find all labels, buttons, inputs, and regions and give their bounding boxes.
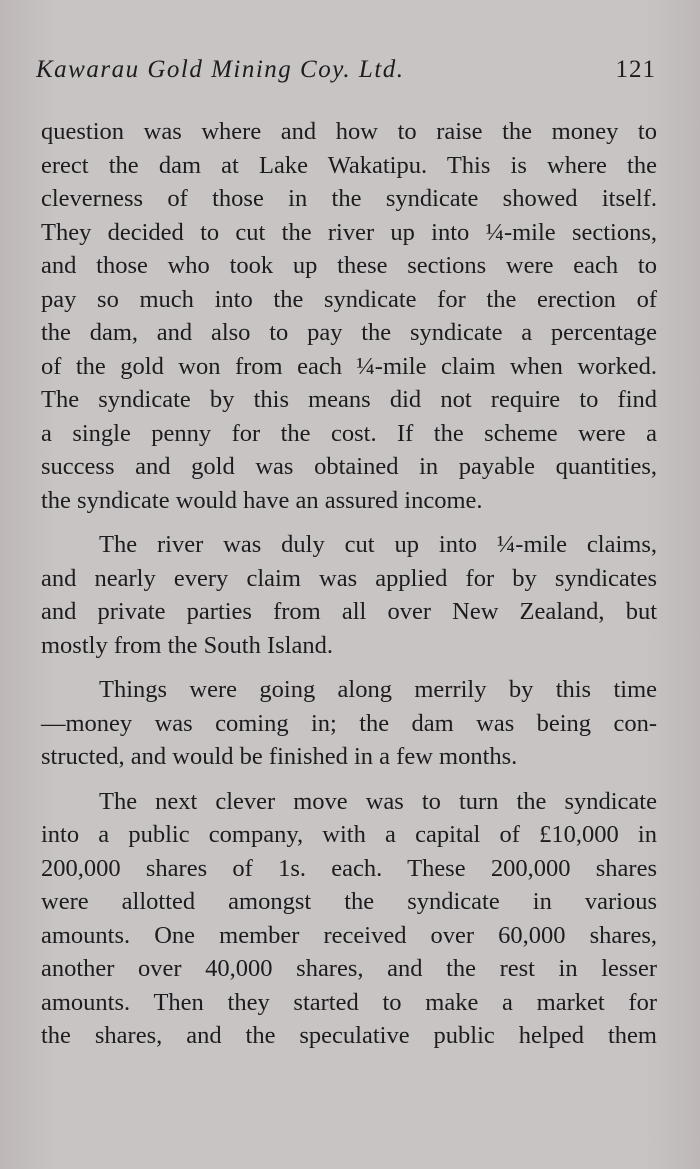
text-line: were allotted amongst the syndicate in various [41,888,657,915]
text-line: the shares, and the speculative public helped them [41,1022,657,1049]
text-line: They decided to cut the river up into ¼-mile sections, [41,218,657,246]
text-line: The syndicate by this means did not require to find [41,386,657,413]
text-line: cleverness of those in the syndicate showed itself. [41,185,657,212]
text-line: into a public company, with a capital of £10,000 in [41,821,657,848]
paragraph-gap [41,517,657,528]
body-text [41,115,657,1053]
running-head [36,56,656,92]
text-line: success and gold was obtained in payable quantities, [41,453,657,480]
text-line: and nearly every claim was applied for by syndicates [41,564,657,592]
text-line: —money was coming in; the dam was being con- [41,709,657,737]
text-line: and private parties from all over New Zealand, but [41,598,657,625]
paragraph-2 [41,528,657,662]
text-line: question was where and how to raise the money to [41,118,657,145]
text-line: erect the dam at Lake Wakatipu. This is where the [41,151,657,179]
paragraph-gap [41,774,657,785]
text-line: Things were going along merrily by this time [99,676,657,703]
text-line: the dam, and also to pay the syndicate a percentage [41,319,657,346]
running-title: Kawarau Gold Mining Coy. Ltd. [36,56,405,83]
text-line: The river was duly cut up into ¼-mile claims, [99,531,657,558]
text-line: amounts. Then they started to make a market for [41,988,657,1016]
paragraph-4 [41,785,657,1053]
text-line: of the gold won from each ¼-mile claim when worked. [41,352,657,380]
text-line: a single penny for the cost. If the scheme were a [41,419,657,447]
text-line: another over 40,000 shares, and the rest in lesser [41,955,657,982]
text-line: mostly from the South Island. [41,631,333,659]
text-line: amounts. One member received over 60,000 shares, [41,921,657,949]
paragraph-3 [41,673,657,774]
text-line: and those who took up these sections were each to [41,252,657,279]
page-number: 121 [615,56,656,83]
text-line: pay so much into the syndicate for the erection of [41,285,657,313]
text-line: structed, and would be finished in a few months. [41,743,518,770]
text-line: 200,000 shares of 1s. each. These 200,000 shares [41,854,657,882]
paragraph-1 [41,115,657,517]
text-line: The next clever move was to turn the syndicate [99,787,657,815]
paragraph-gap [41,662,657,673]
text-line: the syndicate would have an assured income. [41,486,483,514]
